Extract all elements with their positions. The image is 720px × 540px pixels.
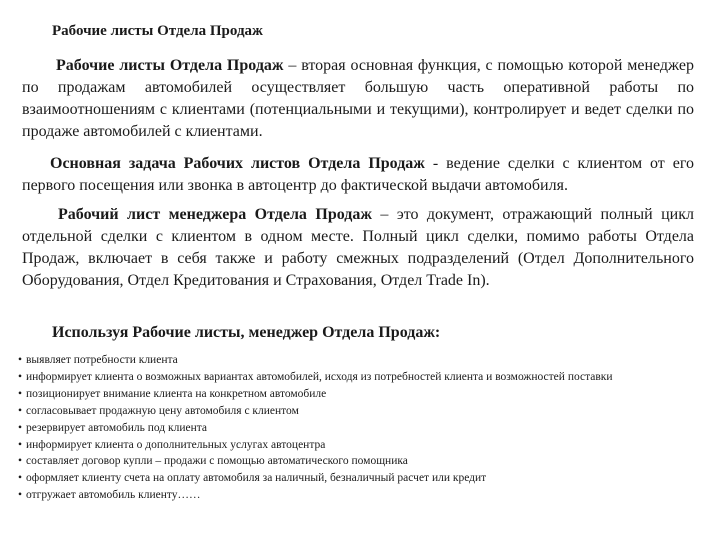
list-item-text: выявляет потребности клиента (26, 354, 178, 366)
list-item-text: согласовывает продажную цену автомобиля с клиентом (26, 404, 299, 417)
list-item (18, 487, 708, 504)
list-item-text: позиционирует внимание клиента на конкретном автомобиле (26, 387, 327, 400)
list-item-text: отгружает автомобиль клиенту…… (26, 489, 201, 502)
list-heading-bold: Используя Рабочие листы, менеджер Отдела Продаж: (52, 324, 441, 341)
list-item (18, 470, 708, 487)
paragraph-intro-bold: Рабочие листы Отдела Продаж (56, 57, 284, 74)
list-item (18, 369, 708, 386)
paragraph-main-task-bold: Основная задача Рабочих листов Отдела Продаж (50, 155, 425, 172)
paragraph-worksheet-definition-bold: Рабочий лист менеджера Отдела Продаж (58, 206, 372, 223)
list-item (18, 386, 708, 403)
bullet-icon: • (18, 455, 23, 468)
bullet-list (18, 352, 708, 504)
list-item-text: оформляет клиенту счета на оплату автомобиля за наличный, безналичный расчет или кредит (26, 472, 487, 485)
list-item (18, 352, 708, 369)
list-item-text: резервирует автомобиль под клиента (26, 421, 208, 434)
paragraph-main-task (22, 153, 694, 197)
bullet-icon: • (18, 421, 23, 434)
list-heading (22, 322, 694, 344)
bullet-icon: • (18, 489, 23, 502)
paragraph-main-task-text: - ведение сделки с клиентом от его первого посещения или звонка в автоцентр до фактической выдачи автомобиля. (22, 155, 695, 194)
page-title: Рабочие листы Отдела Продаж (52, 23, 263, 39)
paragraph-intro (22, 55, 694, 143)
paragraph-intro-text: – вторая основная функция, с помощью которой менеджер по продажам автомобилей осуществляет большую часть оперативной работы по взаимоотношениям с клиентами (потенциальными и текущими), контролирует и ведет сделки по продаже автомобилей с клиентами. (22, 57, 694, 140)
paragraph-worksheet-definition-text: – это документ, отражающий полный цикл отдельной сделки с клиентом в одном месте. Полный цикл сделки, помимо работы Отдела Продаж, включает в себя также и работу смежных подразделений (Отдел Дополнительного Оборудования, Отдел Кредитования и Страхования, Отдел Trade In). (22, 206, 694, 289)
bullet-icon: • (18, 387, 23, 400)
bullet-icon: • (18, 472, 23, 485)
list-item (18, 453, 708, 470)
bullet-icon: • (18, 438, 23, 451)
list-item-text: составляет договор купли – продажи с помощью автоматического помощника (26, 455, 408, 468)
list-item (18, 403, 708, 420)
bullet-icon: • (18, 404, 23, 417)
bullet-icon: • (18, 370, 23, 383)
paragraph-worksheet-definition (22, 204, 694, 292)
list-item-text: информирует клиента о дополнительных услугах автоцентра (26, 438, 326, 451)
list-item (18, 437, 708, 454)
list-item-text: информирует клиента о возможных вариантах автомобилей, исходя из потребностей клиента и возможностей поставки (26, 370, 613, 383)
list-item (18, 420, 708, 437)
bullet-icon: • (18, 354, 23, 366)
